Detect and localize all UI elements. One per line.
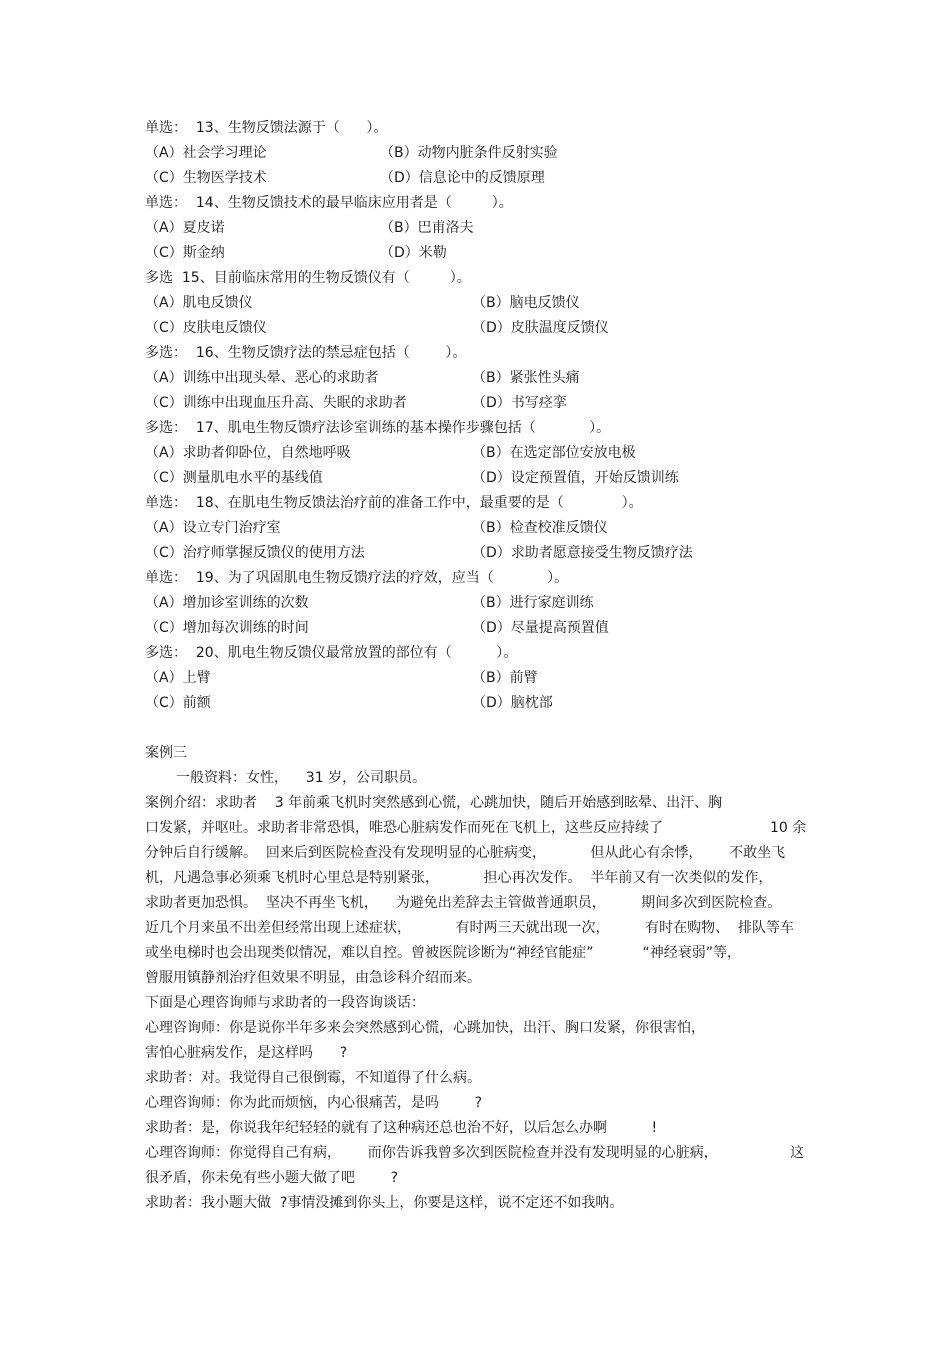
- dialog-counselor-1a: 心理咨询师：你是说你半年多来会突然感到心慌，心跳加快，出汗、胸口发紧，你很害怕，: [145, 1020, 705, 1036]
- question-18-option-a: （A）设立专门治疗室: [145, 520, 281, 536]
- question-18-option-d: （D）求助者愿意接受生物反馈疗法: [472, 545, 693, 561]
- dialog-client-4: 求助者：是，你说我年纪轻轻的就有了这种病还总也治不好，以后怎么办啊 !: [145, 1120, 658, 1136]
- dialog-intro: 下面是心理咨询师与求助者的一段咨询谈话：: [145, 995, 425, 1011]
- case-intro-line-7: 或坐电梯时也会出现类似情况，难以自控。曾被医院诊断为“神经官能症” “神经衰弱”等，: [145, 945, 741, 961]
- question-13-option-b: （B）动物内脏条件反射实验: [380, 145, 558, 161]
- question-14-option-a: （A）夏皮诺: [145, 220, 225, 236]
- question-19-option-a: （A）增加诊室训练的次数: [145, 595, 309, 611]
- dialog-counselor-5b: 很矛盾，你未免有些小题大做了吧 ?: [145, 1170, 399, 1186]
- question-16-option-b: （B）紧张性头痛: [472, 370, 580, 386]
- question-15-option-c: （C）皮肤电反馈仪: [145, 320, 267, 336]
- case-title: 案例三: [145, 745, 187, 761]
- dialog-counselor-3: 心理咨询师：你为此而烦恼，内心很痛苦，是吗 ?: [145, 1095, 483, 1111]
- question-17-option-a: （A）求助者仰卧位，自然地呼吸: [145, 445, 351, 461]
- case-intro-line-5: 求助者更加恐惧。 坚决不再坐飞机， 为避免出差辞去主管做普通职员， 期间多次到医院检查。: [145, 895, 782, 911]
- case-intro-line-3: 分钟后自行缓解。 回来后到医院检查没有发现明显的心脏病变， 但从此心有余悸， 不敢坐飞: [145, 845, 786, 861]
- case-intro-line-1: 案例介绍：求助者 3 年前乘飞机时突然感到心慌，心跳加快，随后开始感到眩晕、出汗、胸: [145, 795, 723, 811]
- question-19-option-b: （B）进行家庭训练: [472, 595, 594, 611]
- question-15-option-a: （A）肌电反馈仪: [145, 295, 253, 311]
- question-16-option-a: （A）训练中出现头晕、恶心的求助者: [145, 370, 379, 386]
- question-16-stem: 多选： 16、生物反馈疗法的禁忌症包括（ ）。: [145, 345, 467, 361]
- case-intro-line-6: 近几个月来虽不出差但经常出现上述症状， 有时两三天就出现一次， 有时在购物、 排队等车: [145, 920, 795, 936]
- question-20-option-a: （A）上臂: [145, 670, 211, 686]
- question-17-stem: 多选： 17、肌电生物反馈疗法诊室训练的基本操作步骤包括（ ）。: [145, 420, 611, 436]
- case-intro-line-2-end: 10 余: [770, 820, 807, 836]
- dialog-counselor-5a: 心理咨询师：你觉得自己有病， 而你告诉我曾多次到医院检查并没有发现明显的心脏病，: [145, 1145, 718, 1161]
- question-17-option-b: （B）在选定部位安放电极: [472, 445, 636, 461]
- question-15-stem: 多选 15、目前临床常用的生物反馈仪有（ ）。: [145, 270, 471, 286]
- question-20-option-c: （C）前额: [145, 695, 211, 711]
- question-17-option-c: （C）测量肌电水平的基线值: [145, 470, 323, 486]
- question-13-option-d: （D）信息论中的反馈原理: [380, 170, 545, 186]
- question-16-option-d: （D）书写痉挛: [472, 395, 567, 411]
- question-20-stem: 多选： 20、肌电生物反馈仪最常放置的部位有（ ）。: [145, 645, 518, 661]
- question-14-option-c: （C）斯金纳: [145, 245, 225, 261]
- question-20-option-b: （B）前臂: [472, 670, 538, 686]
- question-19-option-c: （C）增加每次训练的时间: [145, 620, 309, 636]
- case-intro-line-8: 曾服用镇静剂治疗但效果不明显，由急诊科介绍而来。: [145, 970, 481, 986]
- case-intro-line-2: 口发紧，并呕吐。求助者非常恐惧，唯恐心脏病发作而死在飞机上，这些反应持续了: [145, 820, 663, 836]
- question-15-option-d: （D）皮肤温度反馈仪: [472, 320, 609, 336]
- question-18-option-c: （C）治疗师掌握反馈仪的使用方法: [145, 545, 365, 561]
- dialog-client-2: 求助者：对。我觉得自己很倒霉，不知道得了什么病。: [145, 1070, 481, 1086]
- question-16-option-c: （C）训练中出现血压升高、失眠的求助者: [145, 395, 407, 411]
- dialog-counselor-1b: 害怕心脏病发作，是这样吗 ?: [145, 1045, 348, 1061]
- question-13-option-a: （A）社会学习理论: [145, 145, 267, 161]
- question-14-option-b: （B）巴甫洛夫: [380, 220, 474, 236]
- question-13-stem: 单选： 13、生物反馈法源于（ ）。: [145, 120, 388, 136]
- question-20-option-d: （D）脑枕部: [472, 695, 553, 711]
- dialog-counselor-5a-end: 这: [790, 1145, 804, 1161]
- question-14-stem: 单选： 14、生物反馈技术的最早临床应用者是（ ）。: [145, 195, 513, 211]
- question-18-option-b: （B）检查校准反馈仪: [472, 520, 608, 536]
- question-17-option-d: （D）设定预置值，开始反馈训练: [472, 470, 679, 486]
- question-18-stem: 单选： 18、在肌电生物反馈法治疗前的准备工作中，最重要的是（ ）。: [145, 495, 643, 511]
- dialog-client-6: 求助者：我小题大做 ?事情没摊到你头上，你要是这样，说不定还不如我呐。: [145, 1195, 624, 1211]
- question-15-option-b: （B）脑电反馈仪: [472, 295, 580, 311]
- question-19-stem: 单选： 19、为了巩固肌电生物反馈疗法的疗效，应当（ ）。: [145, 570, 569, 586]
- question-13-option-c: （C）生物医学技术: [145, 170, 267, 186]
- question-14-option-d: （D）米勒: [380, 245, 447, 261]
- case-general-info: 一般资料：女性， 31 岁，公司职员。: [176, 770, 427, 786]
- question-19-option-d: （D）尽量提高预置值: [472, 620, 609, 636]
- case-intro-line-4: 机，凡遇急事必须乘飞机时心里总是特别紧张， 担心再次发作。 半年前又有一次类似的发作，: [145, 870, 773, 886]
